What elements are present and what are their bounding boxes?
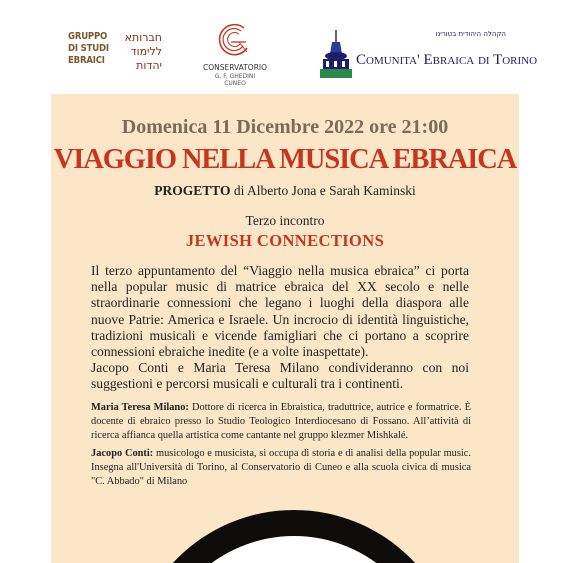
gse-latin-text bbox=[68, 31, 112, 67]
meeting-number: Terzo incontro bbox=[245, 213, 325, 228]
intro-paragraph-2: Jacopo Conti e Maria Teresa Milano condivideranno con noi suggestioni e percorsi musicali e culturali tra i continenti. bbox=[91, 360, 469, 392]
event-title: VIAGGIO NELLA MUSICA EBRAICA bbox=[53, 144, 517, 175]
bio-milano-text: Dottore di ricerca in Ebraistica, traduttrice, autrice e formatrice. È docente di ebraico presso lo Studio Teologico Interdiocesano di Fossano. All’attività di ricerca affianca quella artistica come cantante nel gruppo klezmer Mishkalé. bbox=[91, 402, 471, 442]
bio-milano bbox=[91, 401, 471, 444]
speaker-bios bbox=[91, 401, 471, 489]
torino-hebrew: הקהלה היהודית בטורינו bbox=[435, 30, 506, 38]
conservatorio-logo bbox=[195, 18, 275, 88]
mole-antonelliana-icon bbox=[316, 30, 356, 80]
bio-milano-name: Maria Teresa Milano: bbox=[91, 402, 189, 413]
torino-name: Comunita' Ebraica di Torino bbox=[356, 52, 538, 68]
gse-heb3: יהדות bbox=[136, 59, 162, 72]
bio-conti-name: Jacopo Conti: bbox=[91, 447, 154, 459]
intro-text bbox=[91, 263, 469, 393]
conservatorio-sub: G. F. GHEDINI bbox=[214, 73, 256, 80]
project-label: PROGETTO bbox=[154, 183, 231, 198]
conservatorio-city: CUNEO bbox=[224, 80, 246, 87]
gse-heb1: חברותא bbox=[124, 31, 162, 44]
intro-paragraph-1: Il terzo appuntamento del “Viaggio nella musica ebraica” ci porta nella popular music di matrice ebraica del XX secolo e nelle straordinarie connessioni che legano i luoghi della diaspora alle nuove Patrie: America e Israele. Un incrocio di identità linguistiche, tradizioni musicali e vicende famigliari che ci portano a scoprire connessioni ebraiche inedite (e a volte inaspettate). bbox=[91, 263, 469, 360]
header-logos bbox=[0, 0, 563, 92]
conservatorio-emblem-icon bbox=[195, 18, 275, 64]
top-rule bbox=[51, 92, 519, 94]
bio-conti bbox=[91, 447, 471, 490]
conservatorio-name: CONSERVATORIO bbox=[202, 63, 268, 72]
project-authors: di Alberto Jona e Sarah Kaminski bbox=[230, 183, 416, 198]
gse-line3: EBRAICI bbox=[68, 55, 105, 66]
bio-conti-text: musicologo e musicista, si occupa di storia e di analisi della popular music. Insegna all'Università di Torino, al Conservatorio di Cuneo e alla scuola civica di musica "C. Abbado" di Milano bbox=[91, 447, 472, 488]
gruppo-studi-ebraici-logo bbox=[68, 31, 160, 75]
comunita-ebraica-torino-logo bbox=[316, 30, 538, 82]
gse-line2: DI STUDI bbox=[68, 43, 109, 54]
gse-line1: GRUPPO bbox=[68, 31, 108, 42]
project-credit bbox=[51, 183, 519, 199]
gse-heb2: ללימוד bbox=[130, 45, 162, 58]
event-poster bbox=[51, 92, 519, 563]
event-date: Domenica 11 Dicembre 2022 ore 21:00 bbox=[121, 116, 449, 138]
gse-hebrew-text bbox=[114, 31, 162, 73]
event-name: JEWISH CONNECTIONS bbox=[185, 231, 385, 250]
